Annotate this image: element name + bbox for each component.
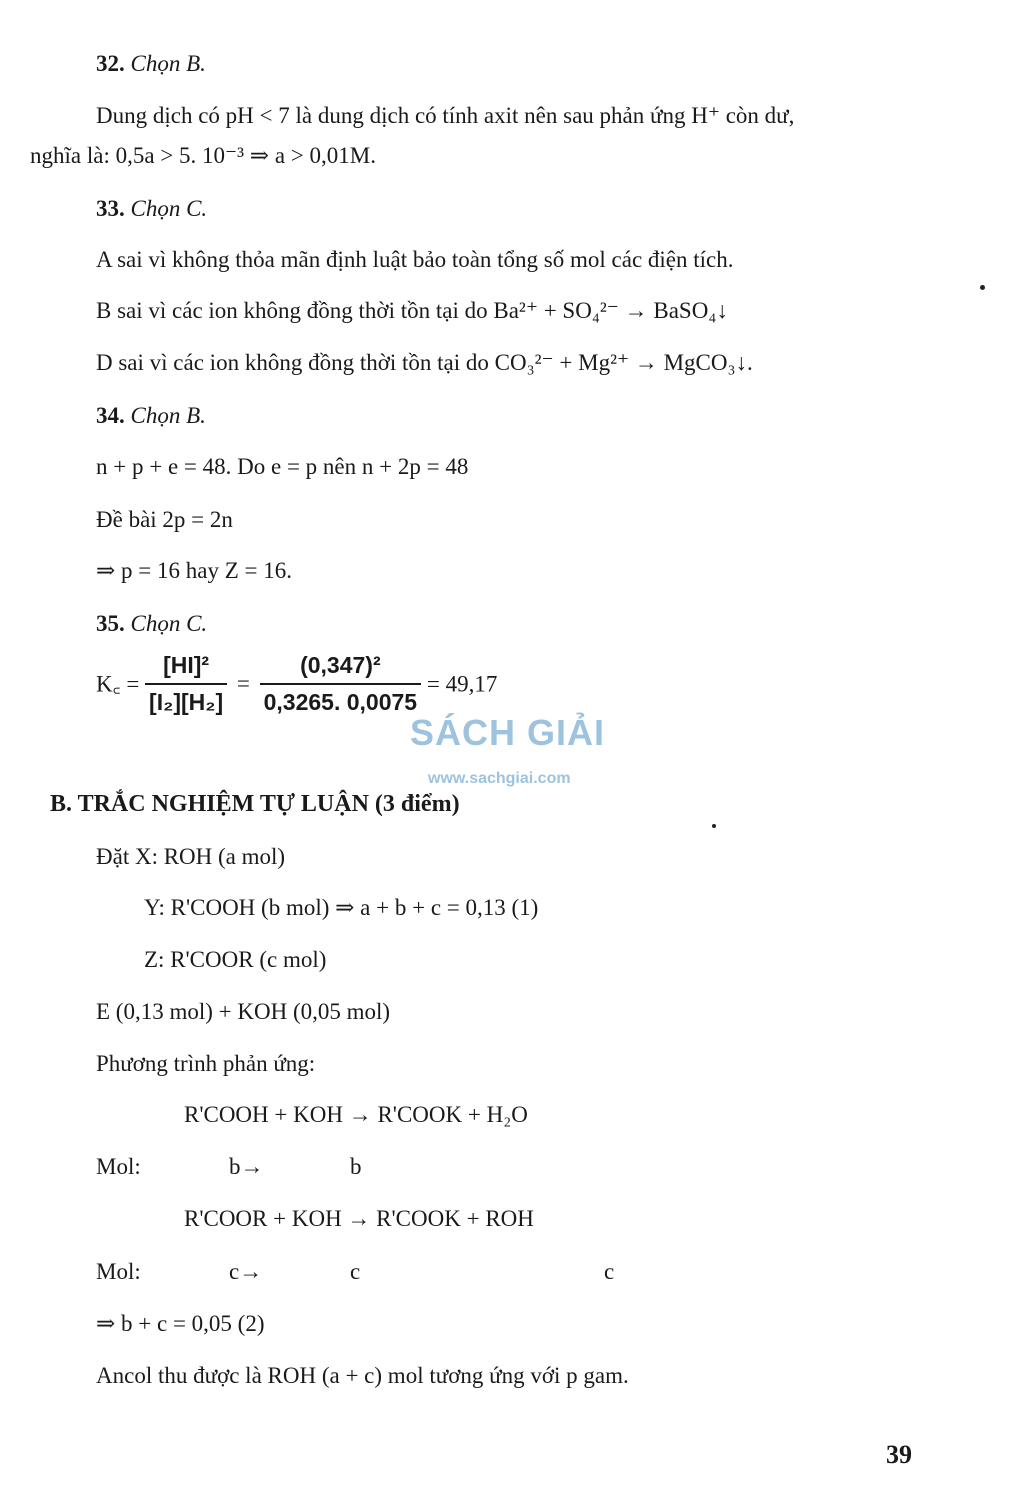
page-number: 39: [886, 1440, 912, 1469]
mol-row-1-value: b: [350, 1154, 362, 1179]
watermark-url: www.sachgiai.com: [428, 770, 571, 787]
mol-row-2-value: c→: [229, 1259, 263, 1284]
question-35-header: [96, 610, 207, 638]
question-32-header: [96, 50, 206, 78]
q33-option-d: D sai vì các ion không đồng thời tồn tại do CO₃²⁻ + Mg²⁺ → MgCO₃↓.: [96, 350, 753, 375]
section-b-line7: Ancol thu được là ROH (a + c) mol tương ứng với p gam.: [96, 1363, 629, 1388]
question-33-header: [96, 195, 207, 223]
q33-option-a: A sai vì không thỏa mãn định luật bảo toàn tổng số mol các điện tích.: [96, 247, 734, 272]
q32-explanation-line2: nghĩa là: 0,5a > 5. 10⁻³ ⇒ a > 0,01M.: [30, 143, 376, 168]
reaction-2: R'COOR + KOH → R'COOK + ROH: [184, 1206, 534, 1231]
section-b-line6: ⇒ b + c = 0,05 (2): [96, 1311, 265, 1336]
fraction-numerator: [HI]²: [145, 652, 227, 685]
section-b-line4: E (0,13 mol) + KOH (0,05 mol): [96, 999, 391, 1024]
kc-equation: [96, 652, 497, 716]
answer-choice: Chọn B.: [130, 403, 206, 428]
watermark-logo: SÁCH GIẢI: [410, 712, 606, 753]
fraction-numerator: (0,347)²: [260, 652, 421, 685]
mol-row-2-label: Mol:: [96, 1259, 141, 1284]
section-b-line1: Đặt X: ROH (a mol): [96, 844, 286, 869]
question-34-header: [96, 402, 206, 430]
fraction-denominator: 0,3265. 0,0075: [263, 688, 418, 715]
question-number: 32.: [96, 51, 125, 76]
kc-symbol: K꜀ =: [96, 671, 140, 697]
equals-sign: =: [236, 671, 250, 697]
answer-choice: Chọn C.: [130, 196, 208, 221]
q34-line2: Đề bài 2p = 2n: [96, 507, 233, 532]
q32-explanation-line1: Dung dịch có pH < 7 là dung dịch có tính axit nên sau phản ứng H⁺ còn dư,: [96, 103, 795, 128]
q33-option-b: B sai vì các ion không đồng thời tồn tại do Ba²⁺ + SO₄²⁻ → BaSO₄↓: [96, 298, 728, 323]
q34-line3: ⇒ p = 16 hay Z = 16.: [96, 558, 292, 583]
q34-line1: n + p + e = 48. Do e = p nên n + 2p = 48: [96, 454, 469, 479]
reaction-1: R'COOH + KOH → R'COOK + H₂O: [184, 1102, 528, 1127]
section-b-line3: Z: R'COOR (c mol): [144, 947, 327, 972]
mol-row-2-value: c: [350, 1259, 361, 1284]
section-heading: B. TRẮC NGHIỆM TỰ LUẬN (3 điểm): [50, 791, 460, 817]
fraction-denominator: [I₂][H₂]: [149, 688, 224, 715]
mol-row-2-value: c: [604, 1259, 615, 1284]
question-number: 35.: [96, 611, 125, 636]
scan-speck: [712, 824, 716, 828]
mol-row-1-label: Mol:: [96, 1154, 141, 1179]
answer-choice: Chọn C.: [130, 611, 208, 636]
answer-choice: Chọn B.: [130, 51, 206, 76]
fraction-concentrations: [145, 652, 227, 716]
fraction-values: [260, 652, 421, 716]
question-number: 34.: [96, 403, 125, 428]
section-b-line5: Phương trình phản ứng:: [96, 1051, 316, 1076]
scan-speck: [980, 285, 985, 290]
question-number: 33.: [96, 196, 125, 221]
mol-row-1-value: b→: [229, 1154, 264, 1179]
section-b-line2: Y: R'COOH (b mol) ⇒ a + b + c = 0,13 (1): [144, 895, 539, 920]
kc-result: = 49,17: [426, 671, 498, 697]
